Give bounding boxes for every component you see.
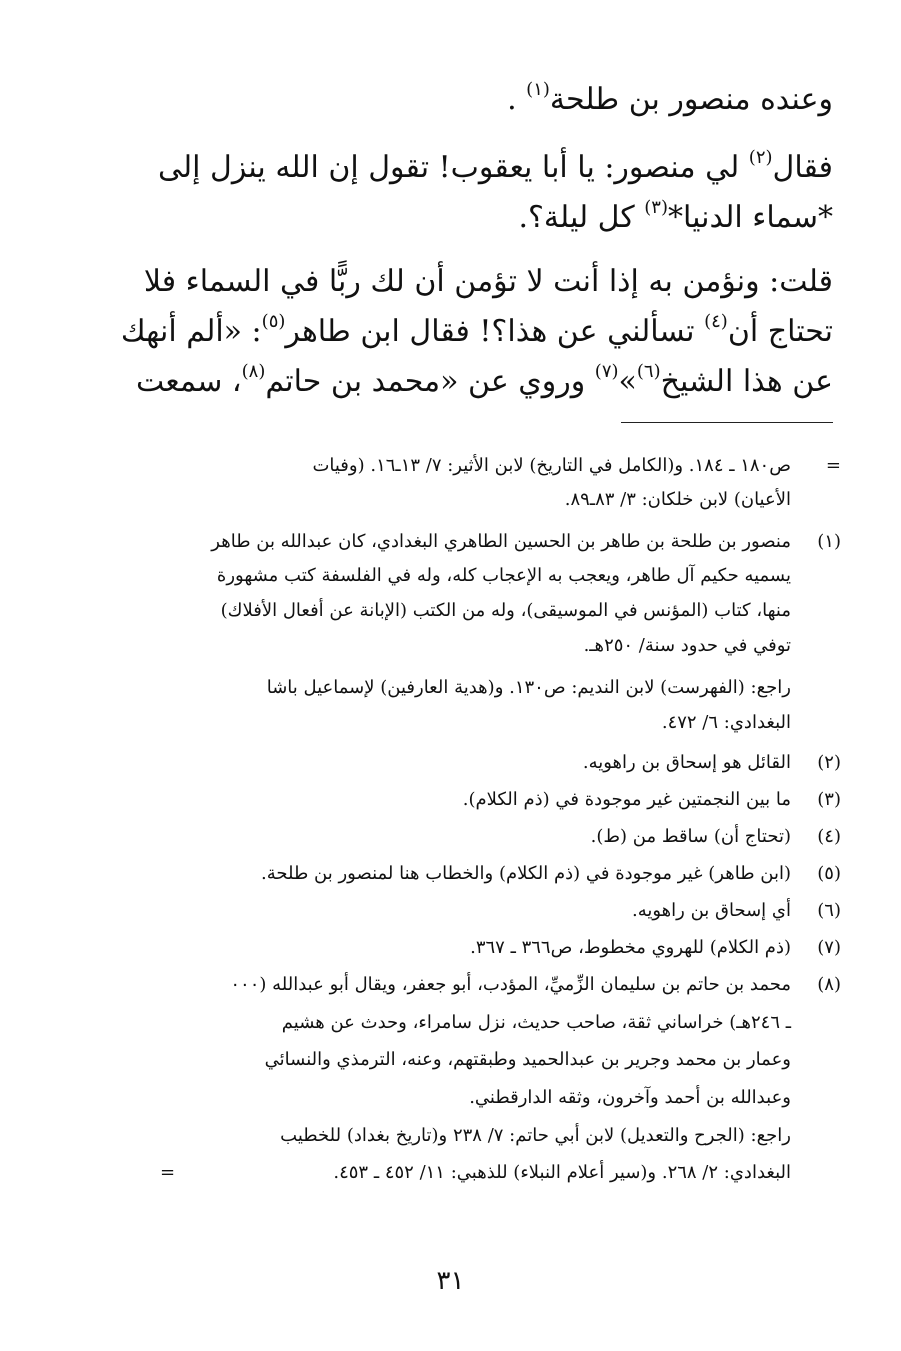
- footnote-number-6: (٦): [817, 900, 841, 921]
- footnote-number-2: (٢): [817, 752, 841, 773]
- footnote-5-text: (ابن طاهر) غير موجودة في (ذم الكلام) والخطاب هنا لمنصور بن طلحة.: [261, 863, 791, 884]
- footnote-8-line: البغدادي: ٢/ ٢٦٨. و(سير أعلام النبلاء) للذهبي: ١١/ ٤٥٢ ـ ٤٥٣.: [333, 1162, 791, 1183]
- footnote-8-line: وعبدالله بن أحمد وآخرون، وثقه الدارقطني.: [469, 1087, 791, 1108]
- footnote-ref-6[interactable]: (٦): [636, 361, 661, 382]
- footnote-8-line: محمد بن حاتم بن سليمان الزِّميِّ، المؤدب، أبو جعفر، ويقال أبو عبدالله (٠٠٠: [230, 974, 791, 995]
- main-text-line-2: فقال$^{(٢)}$ لي منصور: يا أبا يعقوب! تقول إن الله ينزل إلى: [158, 147, 833, 185]
- footnote-continuation-line: ص١٨٠ ـ ١٨٤. و(الكامل في التاريخ) لابن الأثير: ٧/ ١٣ـ١٦. (وفيات: [312, 455, 791, 476]
- footnote-3-text: ما بين النجمتين غير موجودة في (ذم الكلام).: [462, 789, 791, 810]
- footnote-1-line: توفي في حدود سنة/ ٢٥٠هـ.: [583, 635, 791, 656]
- footnote-number-8: (٨): [817, 974, 841, 995]
- main-text-line-6: عن هذا الشيخ$^{(٦)}$»$^{(٧)}$ وروي عن «محمد بن حاتم$^{(٨)}$، سمعت: [135, 361, 833, 399]
- footnote-number-5: (٥): [817, 863, 841, 884]
- page-number: ٣١: [436, 1266, 465, 1296]
- footnote-8-line: ـ ٢٤٦هـ) خراساني ثقة، صاحب حديث، نزل سامراء، وحدث عن هشيم: [281, 1012, 791, 1033]
- footnote-ref-2[interactable]: (٢): [748, 147, 773, 168]
- footnote-6-text: أي إسحاق بن راهويه.: [632, 900, 791, 921]
- footnote-continuation-line: الأعيان) لابن خلكان: ٣/ ٨٣ـ٨٩.: [564, 489, 791, 510]
- footnote-number-1: (١): [817, 531, 841, 552]
- footnote-continuation-marker: =: [825, 455, 841, 476]
- footnote-separator: [621, 422, 833, 423]
- footnote-2-text: القائل هو إسحاق بن راهويه.: [582, 752, 791, 773]
- footnote-number-4: (٤): [817, 826, 841, 847]
- footnote-ref-1[interactable]: (١): [526, 79, 550, 100]
- main-text-line-1: وعنده منصور بن طلحة$^{(١)}$ .: [507, 79, 833, 117]
- main-text-line-5: تحتاج أن$^{(٤)}$ تسألني عن هذا؟! فقال ابن طاهر$^{(٥)}$: «ألم أنهك: [120, 311, 833, 349]
- footnote-1-line: يسميه حكيم آل طاهر، ويعجب به الإعجاب كله، وله في الفلسفة كتب مشهورة: [216, 565, 791, 586]
- footnote-1-line: منها، كتاب (المؤنس في الموسيقى)، وله من الكتب (الإبانة عن أفعال الأفلاك): [220, 600, 791, 621]
- footnote-1-line: راجع: (الفهرست) لابن النديم: ص١٣٠. و(هدية العارفين) لإسماعيل باشا: [266, 677, 791, 698]
- footnote-ref-4[interactable]: (٤): [704, 311, 728, 332]
- footnote-continues-marker: =: [160, 1162, 176, 1183]
- footnote-ref-5[interactable]: (٥): [261, 311, 286, 332]
- footnote-ref-8[interactable]: (٨): [241, 361, 266, 382]
- footnote-8-line: راجع: (الجرح والتعديل) لابن أبي حاتم: ٧/ ٢٣٨ و(تاريخ بغداد) للخطيب: [280, 1125, 791, 1146]
- footnote-ref-3[interactable]: (٣): [644, 197, 668, 218]
- footnote-1-line: البغدادي: ٦/ ٤٧٢.: [661, 712, 791, 733]
- main-text: وعنده منصور بن طلحة: [549, 82, 833, 117]
- footnote-number-7: (٧): [817, 937, 841, 958]
- footnote-ref-7[interactable]: (٧): [594, 361, 619, 382]
- footnote-4-text: (تحتاج أن) ساقط من (ط).: [590, 826, 791, 847]
- main-text-line-4: قلت: ونؤمن به إذا أنت لا تؤمن أن لك ربًّا في السماء فلا: [143, 264, 833, 299]
- main-text-line-3: *سماء الدنيا*$^{(٣)}$ كل ليلة؟.: [518, 197, 833, 235]
- footnote-7-text: (ذم الكلام) للهروي مخطوط، ص٣٦٦ ـ ٣٦٧.: [470, 937, 791, 958]
- footnote-8-line: وعمار بن محمد وجرير بن عبدالحميد وطبقتهم، وعنه، الترمذي والنسائي: [264, 1049, 791, 1070]
- footnote-1-line: منصور بن طلحة بن طاهر بن الحسين الطاهري البغدادي، كان عبدالله بن طاهر: [211, 531, 791, 552]
- footnote-number-3: (٣): [817, 789, 841, 810]
